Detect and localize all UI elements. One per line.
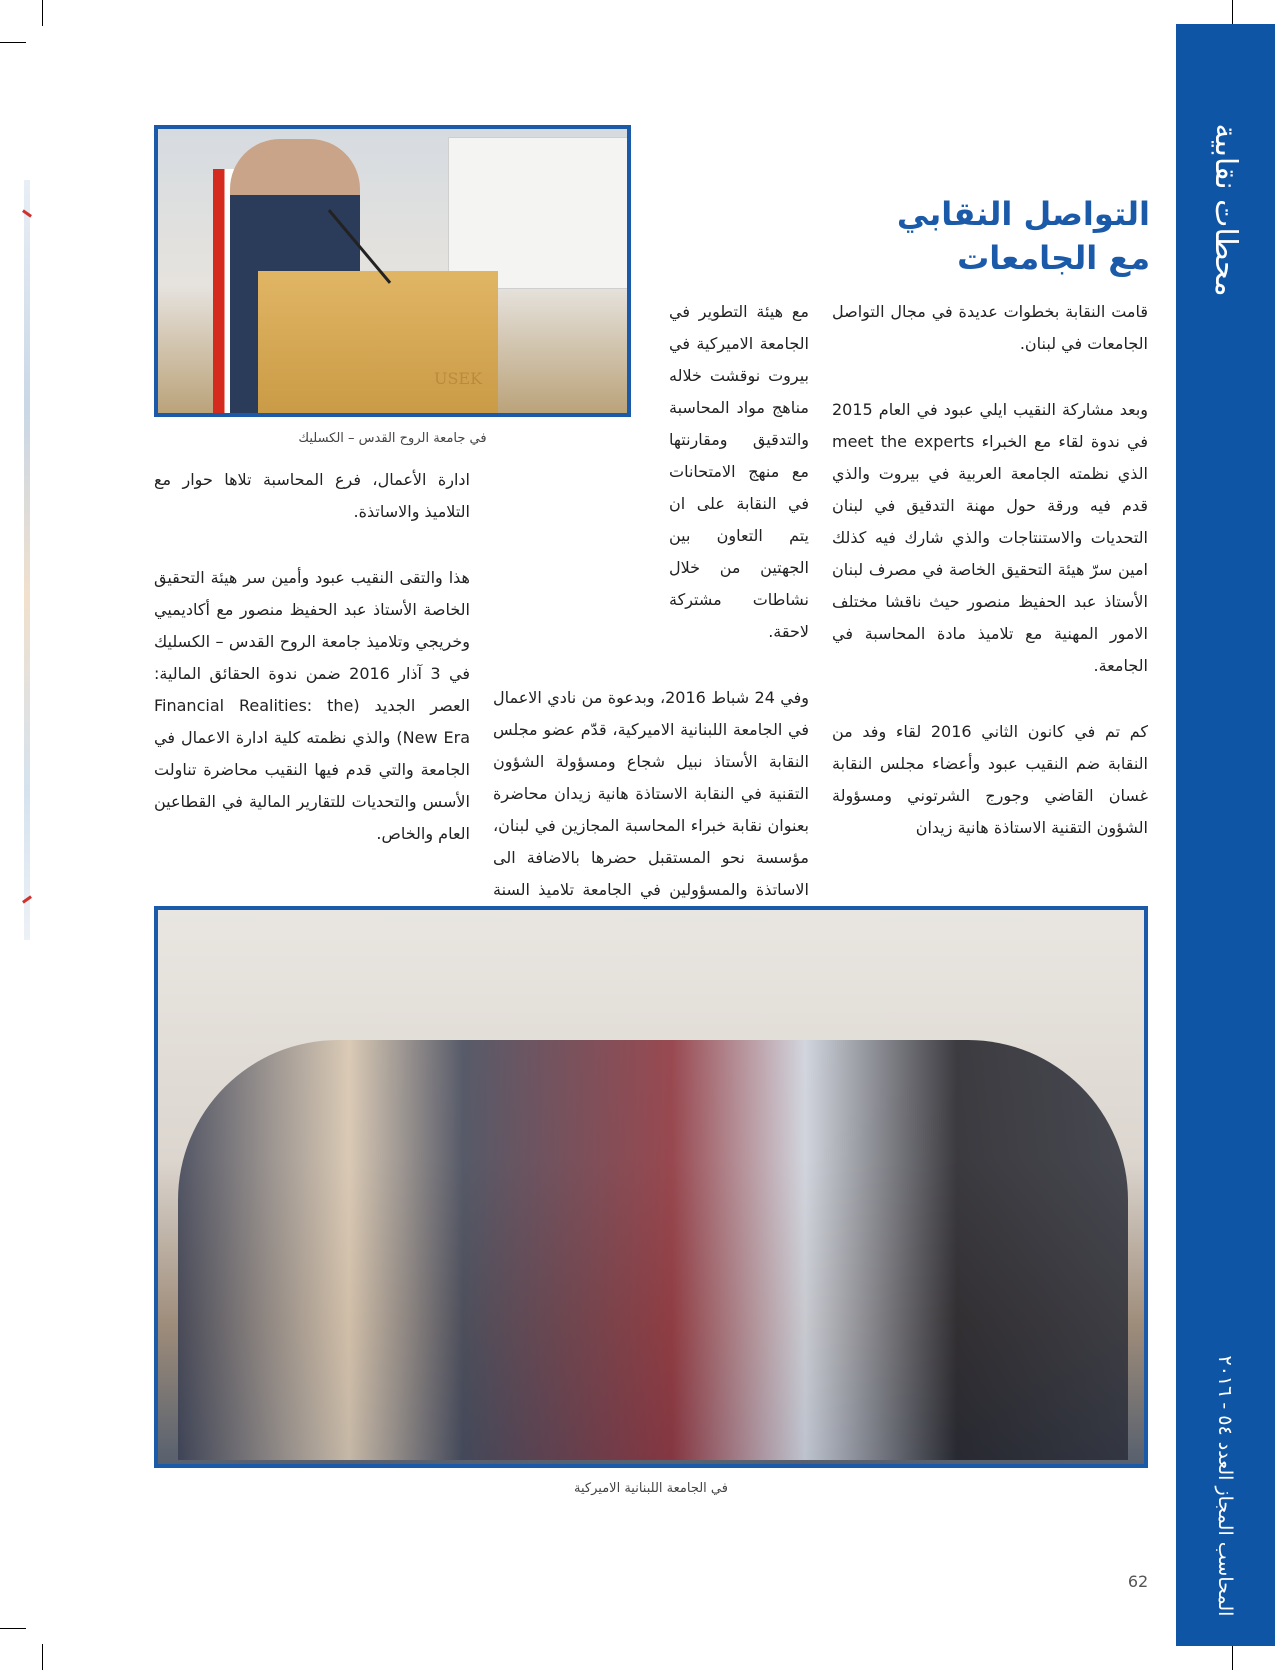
paragraph: مع هيئة التطوير في الجامعة الاميركية في بيروت نوقشت خلاله مناهج مواد المحاسبة والتدقيق ومقارنتها مع منهج الامتحانات في النقابة على ان يتم التعاون بين الجهتين من خلال نشاطات مشتركة لاحقة. <box>669 302 809 641</box>
page-edge-artwork <box>24 180 30 940</box>
podium <box>258 271 498 417</box>
crop-mark <box>1232 0 1233 26</box>
article-headline <box>730 192 1150 280</box>
paragraph: هذا والتقى النقيب عبود وأمين سر هيئة التحقيق الخاصة الأستاذ عبد الحفيظ منصور مع أكاديميي وخريجي وتلاميذ جامعة الروح القدس – الكسليك في 3 آذار 2016 ضمن ندوة الحقائق المالية: العصر الجديد (Financial Realities: the New Era) والذي نظمته كلية ادارة الاعمال في الجامعة والتي قدم فيها النقيب محاضرة تناولت الأسس والتحديات للتقارير المالية في القطاعين العام والخاص. <box>154 568 470 843</box>
headline-line-1: التواصل النقابي <box>896 195 1150 233</box>
paragraph: كم تم في كانون الثاني 2016 لقاء وفد من النقابة ضم النقيب عبود وأعضاء مجلس النقابة غسان القاضي وجورج الشرتوني ومسؤولة الشؤون التقنية الاستاذة هانية زيدان <box>832 722 1148 837</box>
podium-logo-text: USEK <box>433 369 483 388</box>
crop-mark <box>0 42 26 43</box>
page-number: 62 <box>1127 1572 1149 1591</box>
issue-label: المحاسب المجاز العدد ٥٤ - ٢٠١٦ <box>1214 1355 1236 1617</box>
crop-mark <box>0 1628 26 1629</box>
top-photo-caption: في جامعة الروح القدس – الكسليك <box>298 431 487 446</box>
crop-mark <box>42 1644 43 1670</box>
article-column-1 <box>832 296 1148 844</box>
group-photo-caption: في الجامعة اللبنانية الاميركية <box>574 1481 728 1496</box>
paragraph: وفي 24 شباط 2016، وبدعوة من نادي الاعمال في الجامعة اللبنانية الاميركية، قدّم عضو مجلس النقابة الأستاذ نبيل شجاع ومسؤولة الشؤون التقنية في النقابة الاستاذة هانية زيدان محاضرة بعنوان نقابة خبراء المحاسبة المجازين في لبنان، مؤسسة نحو المستقبل حضرها بالاضافة الى الاساتذة والمسؤولين في الجامعة تلاميذ السنة <box>493 688 810 899</box>
headline-line-2: مع الجامعات <box>957 239 1150 277</box>
article-column-3 <box>154 464 470 850</box>
paragraph: ادارة الأعمال، فرع المحاسبة تلاها حوار مع التلاميذ والاساتذة. <box>154 470 470 521</box>
projection-screen <box>448 137 630 289</box>
crop-mark <box>42 0 43 26</box>
paragraph: وبعد مشاركة النقيب ايلي عبود في العام 2015 في ندوة لقاء مع الخبراء meet the experts الذي نظمته الجامعة العربية في بيروت والذي قدم فيه ورقة حول مهنة التدقيق في لبنان التحديات والاستنتاجات والذي شارك فيه كذلك امين سرّ هيئة التحقيق الخاصة في مصرف لبنان الأستاذ عبد الحفيظ منصور حيث ناقشا مختلف الامور المهنية مع تلاميذ مادة المحاسبة في الجامعة. <box>832 400 1148 675</box>
article-column-2 <box>493 296 809 938</box>
group-photo <box>154 906 1148 1468</box>
section-label: محطات نقابية <box>1208 123 1243 297</box>
paragraph: قامت النقابة بخطوات عديدة في مجال التواصل الجامعات في لبنان. <box>832 302 1148 353</box>
group-people <box>178 1040 1128 1460</box>
